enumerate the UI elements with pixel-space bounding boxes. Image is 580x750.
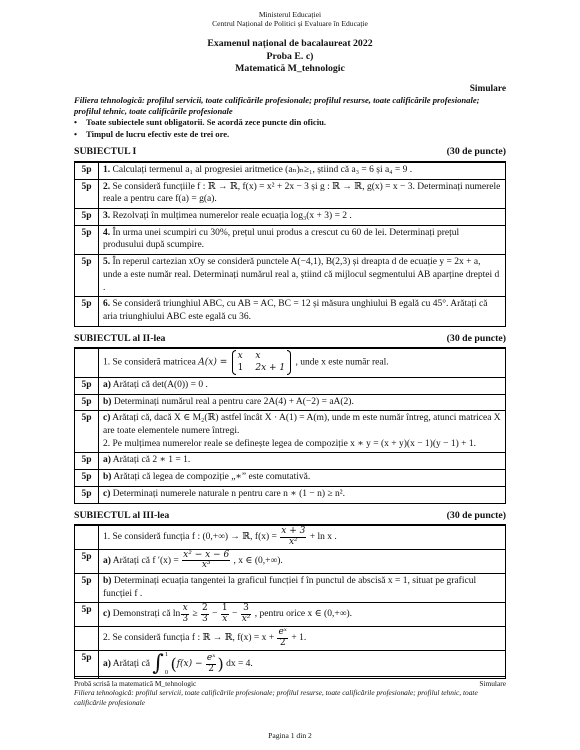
section-3-table — [74, 525, 506, 679]
intro-suffix: + 1. — [291, 633, 307, 644]
item-letter: b) — [103, 396, 112, 407]
section-title: SUBIECTUL al III-lea — [74, 509, 170, 521]
center-name: Centrul Național de Politici și Evaluare în Educație — [212, 19, 368, 29]
denominator: 3 — [202, 613, 208, 624]
matrix-function: A(x) = — [198, 357, 228, 368]
section-points: (30 de puncte) — [446, 332, 506, 344]
item-points: 5p — [75, 486, 99, 503]
intro-row — [75, 349, 506, 378]
intro-cell — [99, 526, 506, 550]
item-number: 6. — [103, 299, 111, 310]
intro-cell — [99, 349, 506, 378]
item-row — [75, 411, 506, 453]
matrix-cell: 2x + 1 — [255, 362, 286, 373]
item-row — [75, 603, 506, 627]
section-3-header — [74, 510, 506, 526]
footer-filiera: Filiera tehnologică: profilul servicii, toate calificările profesionale; profilul resurse, toate calificările profesionale; profilul tehnic, toate calificările profesionale — [74, 688, 478, 707]
item-text-cell — [99, 453, 506, 470]
fraction — [277, 628, 288, 648]
integral-sign-icon: ∫ — [152, 651, 164, 677]
intro-cell — [99, 627, 506, 651]
section-title: SUBIECTUL al II-lea — [74, 332, 166, 344]
item-letter: c) — [103, 488, 111, 499]
intro-text: 2. Se consideră funcția f : ℝ → ℝ, f(x) = x + — [103, 633, 275, 644]
empty-points-cell — [75, 526, 99, 550]
numerator: 2 — [202, 603, 208, 614]
item-points: 5p — [75, 411, 99, 453]
item-row — [75, 297, 506, 326]
denominator: x — [222, 613, 228, 624]
item-text: Demonstrați că ln — [112, 609, 181, 620]
item-points: 5p — [75, 573, 99, 602]
matrix-grid — [236, 350, 288, 375]
denominator: x² — [241, 613, 251, 624]
item-points: 5p — [75, 651, 99, 679]
denominator: x² — [288, 536, 298, 547]
inequality-sign: ≥ — [192, 609, 198, 620]
item-points: 5p — [75, 297, 99, 326]
numerator: x + 3 — [281, 526, 306, 537]
intro-2-text: 2. Pe mulțimea numerelor reale se definește legea de compoziție x ∗ y = (x + y)(x − 1)(y − 1) + 1. — [103, 438, 477, 449]
intro-suffix: + ln x . — [309, 532, 337, 543]
integral-limits — [165, 652, 168, 676]
fraction — [241, 604, 252, 624]
section-1-table — [74, 162, 506, 327]
item-text: Se consideră funcțiile f : ℝ → ℝ, f(x) = x² + 2x − 3 și g : ℝ → ℝ, g(x) = x − 3. Determinați numerele reale a pentru care f(a) = g(a). — [103, 181, 501, 205]
item-text-cell — [99, 394, 506, 411]
item-letter: c) — [103, 413, 111, 424]
item-row — [75, 549, 506, 573]
footer-left-text: Probă scrisă la matematică M_tehnologic — [74, 679, 197, 688]
item-text: Arătați că, dacă X ∈ M₂(ℝ) astfel încât X · A(1) = A(m), unde m este număr întreg, atunci matricea X are toate elementele numere întregi. — [103, 413, 501, 436]
item-row — [75, 651, 506, 679]
numerator: 1 — [221, 603, 228, 614]
intro-text: 1. Se consideră matricea — [103, 357, 196, 368]
empty-points-cell — [75, 627, 99, 651]
fraction — [201, 604, 209, 624]
item-row — [75, 377, 506, 394]
footer-row — [74, 679, 506, 688]
item-row — [75, 470, 506, 487]
item-text: Determinați numerele naturale n pentru care n ∗ (1 − n) ≥ n². — [112, 488, 345, 499]
item-points: 5p — [75, 453, 99, 470]
item-number: 2. — [103, 181, 111, 192]
item-text: Arătați că f ′(x) = — [112, 556, 179, 567]
item-text: În reperul cartezian xOy se consideră punctele A(−4,1), B(2,3) și dreapta d de ecuație y = 2x + a, unde a este număr real. Determinați numărul real a, știind că mijlocul segmentului AB aparține dreptei d . — [103, 257, 500, 293]
ministry-header — [74, 10, 506, 29]
fraction — [221, 604, 229, 624]
item-text: Arătați că det(A(0)) = 0 . — [112, 379, 208, 390]
exam-proba: Proba E. c) — [266, 50, 314, 62]
section-2-header — [74, 333, 506, 349]
exam-title: Examenul național de bacalaureat 2022 — [207, 37, 373, 49]
minus-sign: − — [231, 609, 238, 620]
item-row — [75, 453, 506, 470]
fraction — [206, 654, 217, 674]
empty-points-cell — [75, 349, 99, 378]
integral — [152, 652, 168, 676]
item-text: Determinați ecuația tangentei la graficul funcției f în punctul de abscisă x = 1, situat pe graficul funcției f . — [103, 575, 477, 599]
item-text-cell — [99, 470, 506, 487]
intro-text: 1. Se consideră funcția f : (0,+∞) → ℝ, f(x) = — [103, 532, 277, 543]
section-points: (30 de puncte) — [446, 509, 506, 521]
item-number: 3. — [103, 211, 111, 222]
footer-right-text: Simulare — [479, 679, 506, 688]
matrix-cell: x — [255, 351, 261, 362]
fraction — [181, 604, 189, 624]
section-points: (30 de puncte) — [446, 146, 506, 158]
item-row — [75, 255, 506, 297]
rule-item: • Timpul de lucru efectiv este de trei ore. — [74, 129, 506, 141]
numerator: x — [182, 603, 188, 614]
page-number: Pagina 1 din 2 — [268, 731, 312, 740]
left-paren-icon: ( — [170, 654, 177, 674]
item-points: 5p — [75, 603, 99, 627]
item-row — [75, 394, 506, 411]
item-text-cell — [99, 651, 506, 679]
denominator: 3 — [182, 613, 189, 624]
item-text: Arătați că — [112, 659, 150, 670]
item-row — [75, 486, 506, 503]
item-suffix: , pentru orice x ∈ (0,+∞). — [254, 609, 353, 620]
item-text-cell — [99, 297, 506, 326]
item-letter: a) — [103, 379, 111, 390]
item-text-cell — [99, 411, 506, 453]
numerator: eˣ — [206, 653, 216, 664]
item-text: Rezolvați în mulțimea numerelor reale ecuația log₃(x + 3) = 2 . — [112, 211, 352, 222]
item-text: Arătați că legea de compoziție „∗” este comutativă. — [113, 472, 311, 483]
denominator: 2 — [208, 663, 215, 674]
item-text-cell — [99, 225, 506, 254]
denominator: 2 — [279, 637, 286, 648]
item-letter: b) — [103, 472, 112, 483]
numerator: x² − x − 6 — [183, 549, 230, 560]
item-points: 5p — [75, 255, 99, 297]
intro-suffix: , unde x este număr real. — [295, 357, 389, 368]
section-2-table — [74, 348, 506, 503]
simulare-label: Simulare — [469, 84, 506, 95]
upper-limit: 1 — [164, 651, 169, 659]
item-text-cell — [99, 162, 506, 179]
item-text-cell — [99, 549, 506, 573]
matrix-cell: 1 — [237, 362, 244, 373]
exam-rules — [74, 117, 506, 140]
right-bracket — [287, 350, 291, 375]
item-text: Arătați că 2 ∗ 1 = 1. — [112, 455, 191, 466]
item-text: În urma unei scumpiri cu 30%, prețul unui produs a crescut cu 60 de lei. Determinați prețul produsului după scumpire. — [103, 227, 460, 251]
item-text-cell — [99, 209, 506, 226]
item-suffix: , x ∈ (0,+∞). — [233, 556, 283, 567]
item-number: 5. — [103, 257, 111, 268]
item-row — [75, 573, 506, 602]
item-number: 1. — [103, 164, 111, 175]
item-number: 4. — [103, 227, 111, 238]
item-text-cell — [99, 486, 506, 503]
numerator: 3 — [241, 604, 252, 614]
item-points: 5p — [75, 225, 99, 254]
intro-row — [75, 627, 506, 651]
integrand: f(x) − — [176, 659, 203, 670]
rule-item: • Toate subiectele sunt obligatorii. Se acordă zece puncte din oficiu. — [74, 117, 506, 129]
intro-row — [75, 526, 506, 550]
filiera-text: Filiera tehnologică: profilul servicii, toate calificările profesionale; profilul resurse, toate calificările profesionale; profilul tehnic, toate calificările profesionale — [74, 95, 480, 116]
item-row — [75, 179, 506, 208]
section-1-header — [74, 146, 506, 162]
ministry-name: Ministerul Educației — [258, 10, 322, 19]
item-suffix: dx = 4. — [226, 659, 253, 670]
section-title: SUBIECTUL I — [74, 146, 137, 158]
item-letter: a) — [103, 556, 111, 567]
exam-title-block — [74, 38, 506, 76]
item-row — [75, 209, 506, 226]
item-points: 5p — [75, 394, 99, 411]
item-row — [75, 162, 506, 179]
item-text: Se consideră triunghiul ABC, cu AB = AC, BC = 12 și măsura unghiului B egală cu 45°. Arătați că aria triunghiului ABC este egală cu 36. — [103, 299, 488, 323]
item-points: 5p — [75, 179, 99, 208]
fraction — [182, 551, 230, 571]
item-letter: a) — [103, 455, 111, 466]
minus-sign: − — [212, 609, 218, 620]
item-letter: b) — [103, 575, 112, 586]
matrix-cell: x — [237, 351, 243, 362]
item-letter: c) — [103, 609, 111, 620]
item-points: 5p — [75, 377, 99, 394]
denominator: x³ — [201, 560, 211, 571]
item-points: 5p — [75, 470, 99, 487]
page-footer — [74, 676, 506, 707]
item-letter: a) — [103, 659, 111, 670]
item-text-cell — [99, 603, 506, 627]
item-text: Determinați numărul real a pentru care 2A(4) + A(−2) = aA(2). — [113, 396, 354, 407]
matrix — [232, 350, 292, 375]
item-points: 5p — [75, 549, 99, 573]
item-text-cell — [99, 573, 506, 602]
item-text-cell — [99, 255, 506, 297]
lower-limit: 0 — [164, 668, 169, 676]
right-paren-icon: ) — [217, 654, 224, 674]
fraction — [280, 527, 306, 547]
item-text-cell — [99, 377, 506, 394]
item-points: 5p — [75, 209, 99, 226]
item-text-cell — [99, 179, 506, 208]
item-text: Calculați termenul a₁ al progresiei aritmetice (aₙ)ₙ≥₁, știind că a₃ = 6 și a₄ = 9 . — [112, 164, 413, 175]
exam-subject: Matematică M_tehnologic — [235, 63, 345, 75]
numerator: eˣ — [278, 627, 287, 638]
item-points: 5p — [75, 162, 99, 179]
item-row — [75, 225, 506, 254]
